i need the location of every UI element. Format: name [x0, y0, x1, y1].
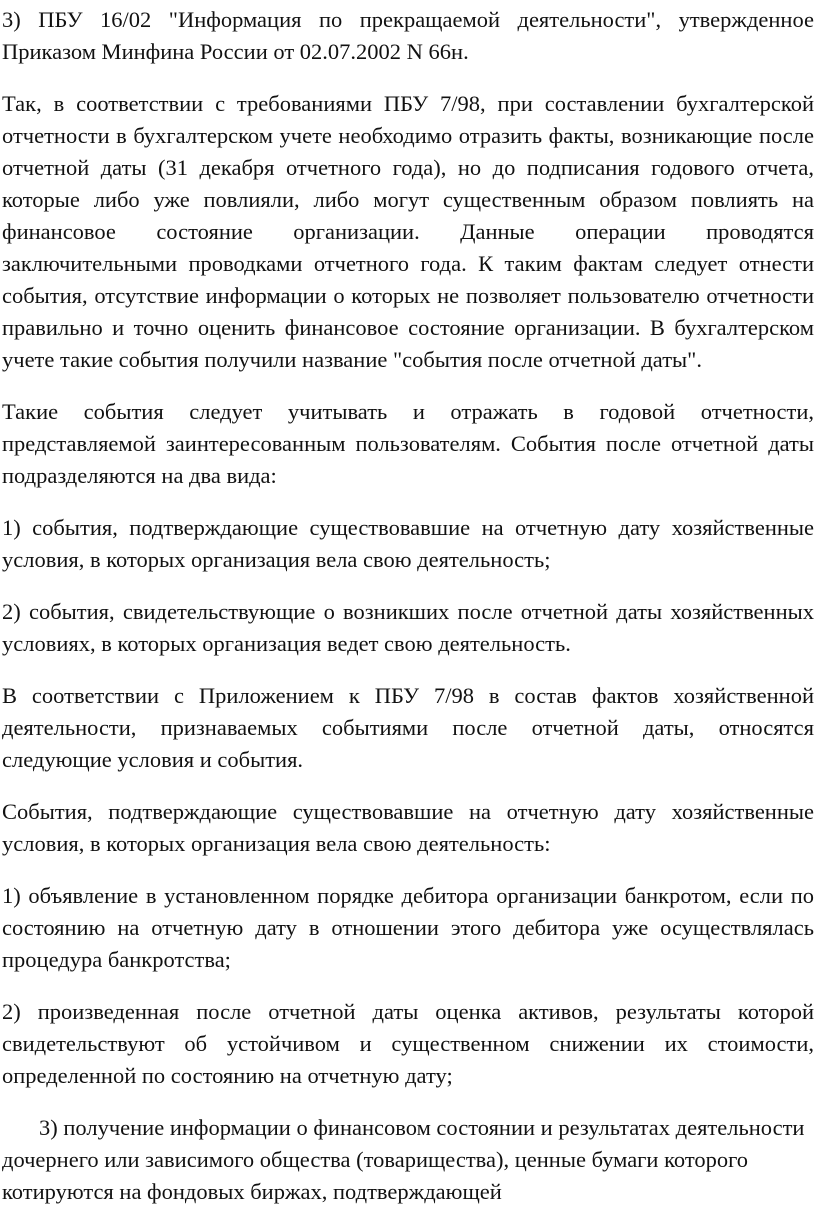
list-item-subsidiary-info: 3) получение информации о финансовом состоянии и результатах деятельности дочернего или зависимого общества (товарищества), ценные бумаги которого котируются на фондовых биржах, подтверждающей	[2, 1115, 805, 1204]
paragraph-type-1: 1) события, подтверждающие существовавшие на отчетную дату хозяйственные условия, в которых организация вела свою деятельность;	[2, 515, 814, 572]
paragraph-confirming-events-heading: События, подтверждающие существовавшие на отчетную дату хозяйственные условия, в которых организация вела свою деятельность:	[2, 799, 814, 856]
list-item-asset-valuation: 2) произведенная после отчетной даты оценка активов, результаты которой свидетельствуют об устойчивом и существенном снижении их стоимости, определенной по состоянию на отчетную дату;	[2, 999, 814, 1088]
paragraph-pbu-7-98-requirements: Так, в соответствии с требованиями ПБУ 7/98, при составлении бухгалтерской отчетности в бухгалтерском учете необходимо отразить факты, возникающие после отчетной даты (31 декабря отчетного года), но до подписания годового отчета, которые либо уже повлияли, либо могут существенным образом повлиять на финансовое состояние организации. Данные операции проводятся заключительными проводками отчетного года. К таким фактам следует отнести события, отсутствие информации о которых не позволяет пользователю отчетности правильно и точно оценить финансовое состояние организации. В бухгалтерском учете такие события получили название "события после отчетной даты".	[2, 91, 814, 372]
paragraph-appendix-reference: В соответствии с Приложением к ПБУ 7/98 в состав фактов хозяйственной деятельности, признаваемых событиями после отчетной даты, относятся следующие условия и события.	[2, 683, 814, 772]
paragraph-events-types-intro: Такие события следует учитывать и отражать в годовой отчетности, представляемой заинтересованным пользователям. События после отчетной даты подразделяются на два вида:	[2, 399, 814, 488]
list-item-bankruptcy: 1) объявление в установленном порядке дебитора организации банкротом, если по состоянию на отчетную дату в отношении этого дебитора уже осуществлялась процедура банкротства;	[2, 883, 814, 972]
paragraph-pbu-16-02: 3) ПБУ 16/02 "Информация по прекращаемой деятельности", утвержденное Приказом Минфина России от 02.07.2002 N 66н.	[2, 7, 814, 64]
paragraph-type-2: 2) события, свидетельствующие о возникших после отчетной даты хозяйственных условиях, в которых организация ведет свою деятельность.	[2, 599, 814, 656]
